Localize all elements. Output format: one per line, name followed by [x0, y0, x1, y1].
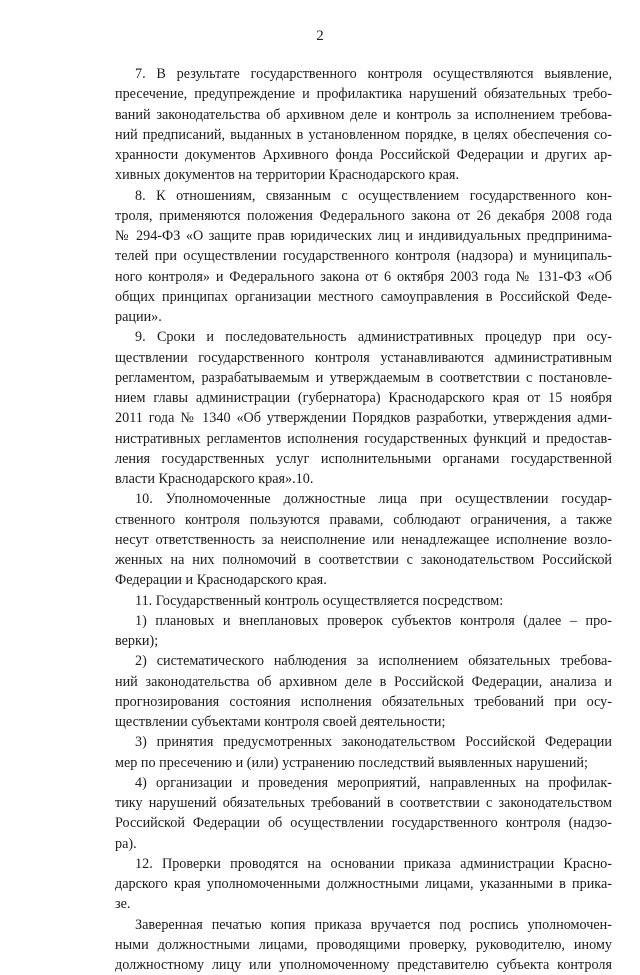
paragraph-p10 [115, 489, 612, 590]
text-line: 7. В результате государственного контроля осуществляются выявление, [115, 64, 612, 84]
text-line: верки); [115, 631, 612, 651]
text-line: тику нарушений обязательных требований в соответствии с законодательством [115, 793, 612, 813]
text-line: 10. Уполномоченные должностные лица при осуществлении государ- [115, 489, 612, 509]
text-line: ными должностными лицами, проводящими проверку, руководителю, иному [115, 935, 612, 955]
text-line: пресечение, предупреждение и профилактика нарушений обязательных требо- [115, 84, 612, 104]
text-line: ления государственных услуг исполнительными органами государственной [115, 449, 612, 469]
page-number: 2 [0, 27, 640, 45]
text-line: ществлении субъектами контроля своей деятельности; [115, 712, 612, 732]
text-line: хранности документов Архивного фонда Российской Федерации и других ар- [115, 145, 612, 165]
text-line: 11. Государственный контроль осуществляется посредством: [115, 591, 612, 611]
text-line: ного контроля» и Федерального закона от 6 октября 2003 года № 131-ФЗ «Об [115, 267, 612, 287]
text-line: ваний законодательства об архивном деле и контроль за исполнением требова- [115, 105, 612, 125]
text-line: власти Краснодарского края».10. [115, 469, 612, 489]
text-line: общих принципах организации местного самоуправления в Российской Феде- [115, 287, 612, 307]
text-line: 8. К отношениям, связанным с осуществлением государственного кон- [115, 186, 612, 206]
text-line: должностному лицу или уполномоченному представителю субъекта контроля [115, 955, 612, 975]
text-line: 4) организации и проведения мероприятий, направленных на профилак- [115, 773, 612, 793]
text-line: Российской Федерации об осуществлении государственного контроля (надзо- [115, 813, 612, 833]
paragraph-p12 [115, 854, 612, 915]
paragraph-p7 [115, 64, 612, 186]
text-line: троля, применяются положения Федерального закона от 26 декабря 2008 года [115, 206, 612, 226]
text-line: ществлении государственного контроля устанавливаются административным [115, 348, 612, 368]
text-line: 1) плановых и внеплановых проверок субъектов контроля (далее – про- [115, 611, 612, 631]
text-line: Федерации и Краснодарского края. [115, 570, 612, 590]
text-line: хивных документов на территории Краснодарского края. [115, 165, 612, 185]
text-line: 2) систематического наблюдения за исполнением обязательных требова- [115, 651, 612, 671]
paragraph-p11-4 [115, 773, 612, 854]
document-body [115, 64, 612, 975]
paragraph-p11-1 [115, 611, 612, 652]
paragraph-p9 [115, 327, 612, 489]
text-line: № 294-ФЗ «О защите прав юридических лиц и индивидуальных предпринима- [115, 226, 612, 246]
text-line: Заверенная печатью копия приказа вручается под роспись уполномочен- [115, 915, 612, 935]
text-line: ственного контроля пользуются правами, соблюдают ограничения, а также [115, 510, 612, 530]
paragraph-p11 [115, 591, 612, 611]
text-line: мер по пресечению и (или) устранению последствий выявленных нарушений; [115, 753, 612, 773]
text-line: 12. Проверки проводятся на основании приказа администрации Красно- [115, 854, 612, 874]
text-line: ра). [115, 834, 612, 854]
text-line: телей при осуществлении государственного контроля (надзора) и муниципаль- [115, 246, 612, 266]
text-line: дарского края уполномоченными должностными лицами, указанными в прика- [115, 874, 612, 894]
text-line: зе. [115, 894, 612, 914]
text-line: 2011 года № 1340 «Об утверждении Порядков разработки, утверждения адми- [115, 408, 612, 428]
paragraph-p8 [115, 186, 612, 328]
paragraph-p12b [115, 915, 612, 975]
text-line: ний предписаний, выданных в установленном порядке, в целях обеспечения со- [115, 125, 612, 145]
paragraph-p11-2 [115, 651, 612, 732]
text-line: женных на них полномочий в соответствии с законодательством Российской [115, 550, 612, 570]
text-line: ний законодательства об архивном деле в Российской Федерации, анализа и [115, 672, 612, 692]
text-line: регламентом, разрабатываемым и утверждаемым в соответствии с постановле- [115, 368, 612, 388]
text-line: прогнозирования состояния исполнения обязательных требований при осу- [115, 692, 612, 712]
text-line: 9. Сроки и последовательность административных процедур при осу- [115, 327, 612, 347]
text-line: несут ответственность за неисполнение или ненадлежащее исполнение возло- [115, 530, 612, 550]
text-line: 3) принятия предусмотренных законодательством Российской Федерации [115, 732, 612, 752]
text-line: нием главы администрации (губернатора) Краснодарского края от 15 ноября [115, 388, 612, 408]
text-line: рации». [115, 307, 612, 327]
text-line: нистративных регламентов исполнения государственных функций и предостав- [115, 429, 612, 449]
paragraph-p11-3 [115, 732, 612, 773]
